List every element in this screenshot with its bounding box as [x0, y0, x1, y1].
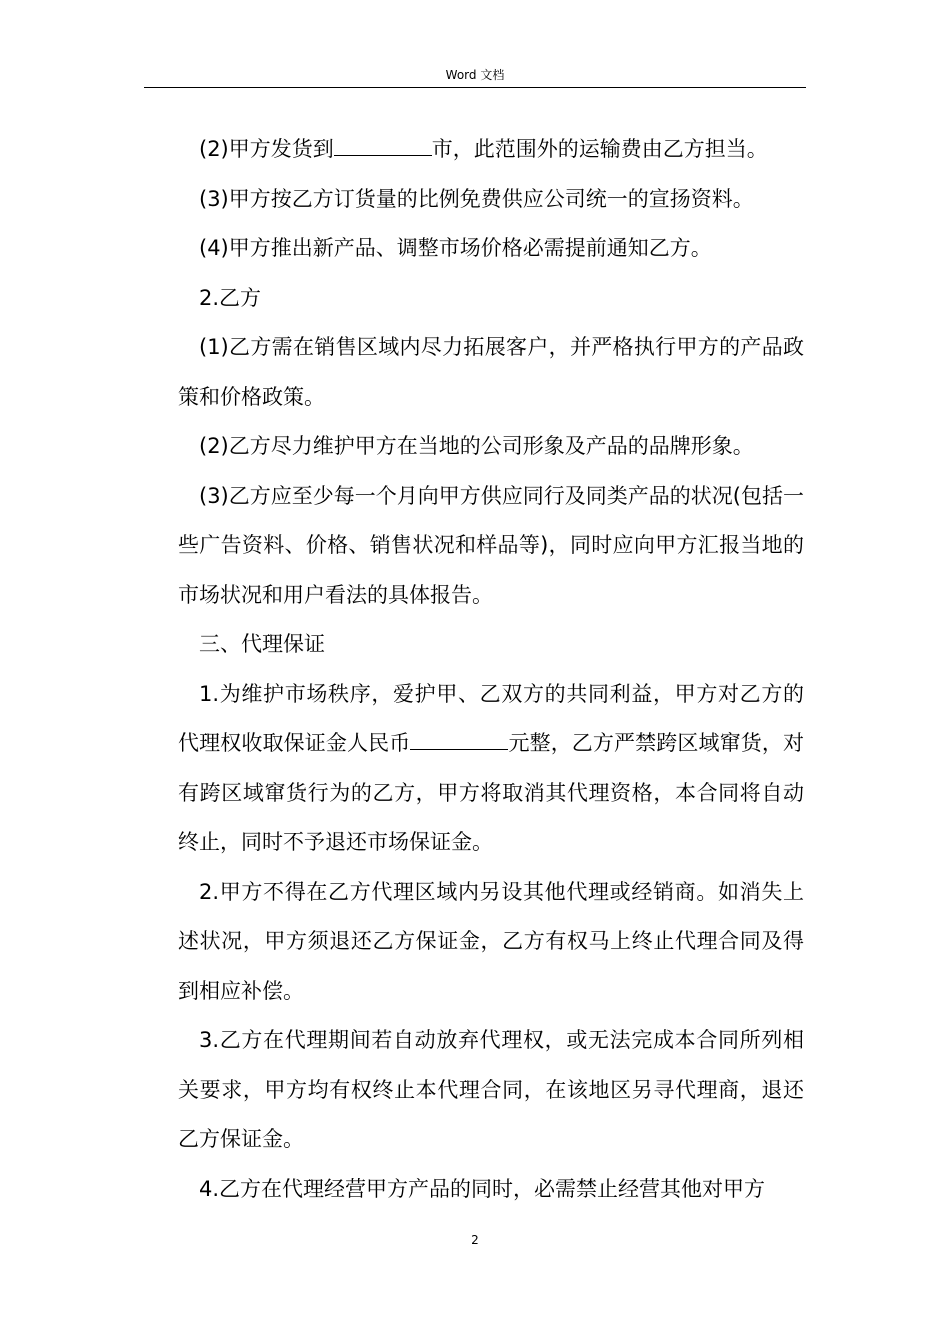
- document-body: [178, 125, 804, 1214]
- paragraph-delivery-city: [178, 125, 804, 175]
- paragraph-text: 元整，乙方严禁跨区域窜货，对有跨区域窜货行为的乙方，甲方将取消其代理资格，本合同将自动终止，同时不予退还市场保证金。: [178, 731, 805, 854]
- paragraph-text: (2)甲方发货到: [199, 137, 334, 161]
- page-header-title: Word 文档: [445, 68, 505, 82]
- paragraph-exclusive-products: 4.乙方在代理经营甲方产品的同时，必需禁止经营其他对甲方: [199, 1176, 766, 1201]
- paragraph-deposit: [178, 670, 804, 868]
- paragraph-text: 市，此范围外的运输费由乙方担当。: [431, 137, 768, 161]
- paragraph-brand-image: (2)乙方尽力维护甲方在当地的公司形象及产品的品牌形象。: [199, 434, 754, 458]
- page-number: 2: [471, 1233, 479, 1247]
- paragraph-promo-materials: (3)甲方按乙方订货量的比例免费供应公司统一的宣扬资料。: [199, 186, 754, 211]
- fill-in-blank-amount: [410, 731, 508, 750]
- paragraph-party-b-heading: 2.乙方: [199, 285, 262, 310]
- paragraph-terminate-agency: 3.乙方在代理期间若自动放弃代理权，或无法完成本合同所列相关要求，甲方均有权终止本代理合同，在该地区另寻代理商，退还乙方保证金。: [178, 1028, 804, 1151]
- header-divider: [144, 87, 806, 88]
- fill-in-blank-city: [334, 137, 432, 156]
- paragraph-text: 1.为维护市场秩序，爱护甲、乙双方的共同利益，甲方对乙方的代理权收取保证金人民币: [178, 681, 804, 755]
- section-heading-agency-guarantee: 三、代理保证: [199, 632, 325, 656]
- paragraph-expand-customers: (1)乙方需在销售区域内尽力拓展客户，并严格执行甲方的产品政策和价格政策。: [178, 335, 804, 409]
- paragraph-market-report: (3)乙方应至少每一个月向甲方供应同行及同类产品的状况(包括一些广告资料、价格、销售状况和样品等)，同时应向甲方汇报当地的市场状况和用户看法的具体报告。: [178, 483, 804, 607]
- paragraph-price-notice: (4)甲方推出新产品、调整市场价格必需提前通知乙方。: [199, 236, 712, 260]
- paragraph-exclusive-area: 2.甲方不得在乙方代理区域内另设其他代理或经销商。如消失上述状况，甲方须退还乙方保证金，乙方有权马上终止代理合同及得到相应补偿。: [178, 879, 804, 1003]
